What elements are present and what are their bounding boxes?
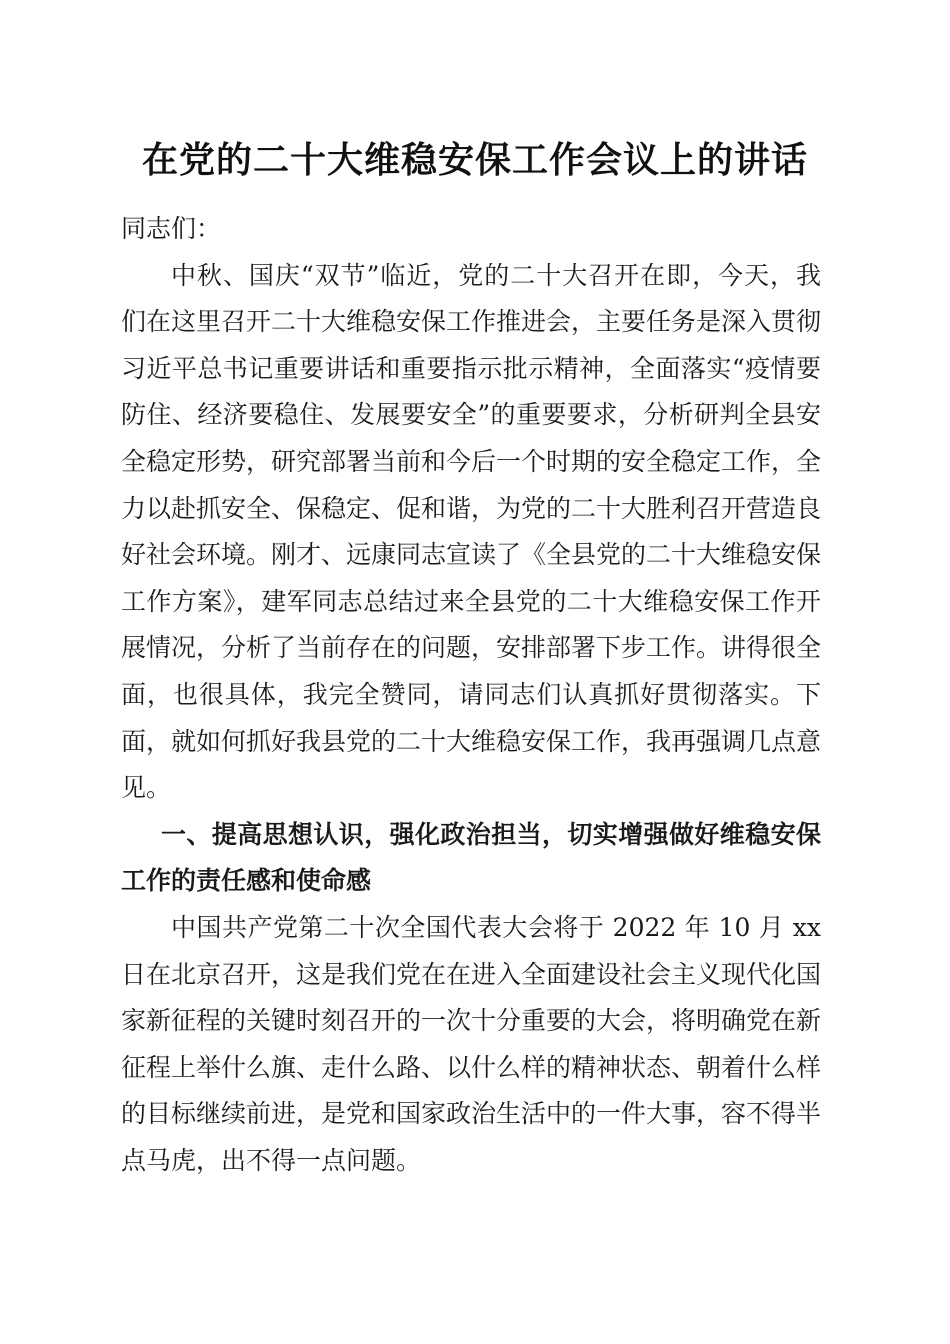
section-1-heading: 一、提高思想认识，强化政治担当，切实增强做好维稳安保工作的责任感和使命感 <box>121 819 821 896</box>
section-1-paragraph: 中国共产党第二十次全国代表大会将于 2022 年 10 月 xx 日在北京召开，这是我们党在在进入全面建设社会主义现代化国家新征程的关键时刻召开的一次十分重要的大会，将明确党在新征程上举什么旗、走什么路、以什么样的精神状态、朝着什么样的目标继续前进，是党和国家政治生活中的一件大事，容不得半点马虎，出不得一点问题。 <box>121 912 822 1175</box>
document-body <box>121 206 821 1184</box>
document-title: 在党的二十大维稳安保工作会议上的讲话 <box>141 139 808 181</box>
salutation: 同志们： <box>121 214 222 243</box>
opening-paragraph: 中秋、国庆“双节”临近，党的二十大召开在即，今天，我们在这里召开二十大维稳安保工作推进会，主要任务是深入贯彻习近平总书记重要讲话和重要指示批示精神，全面落实“疫情要防住、经济要稳住、发展要安全”的重要要求，分析研判全县安全稳定形势，研究部署当前和今后一个时期的安全稳定工作，全力以赴抓安全、保稳定、促和谐，为党的二十大胜利召开营造良好社会环境。刚才、远康同志宣读了《全县党的二十大维稳安保工作方案》，建军同志总结过来全县党的二十大维稳安保工作开展情况，分析了当前存在的问题，安排部署下步工作。讲得很全面，也很具体，我完全赞同，请同志们认真抓好贯彻落实。下面，就如何抓好我县党的二十大维稳安保工作，我再强调几点意见。 <box>121 260 822 803</box>
